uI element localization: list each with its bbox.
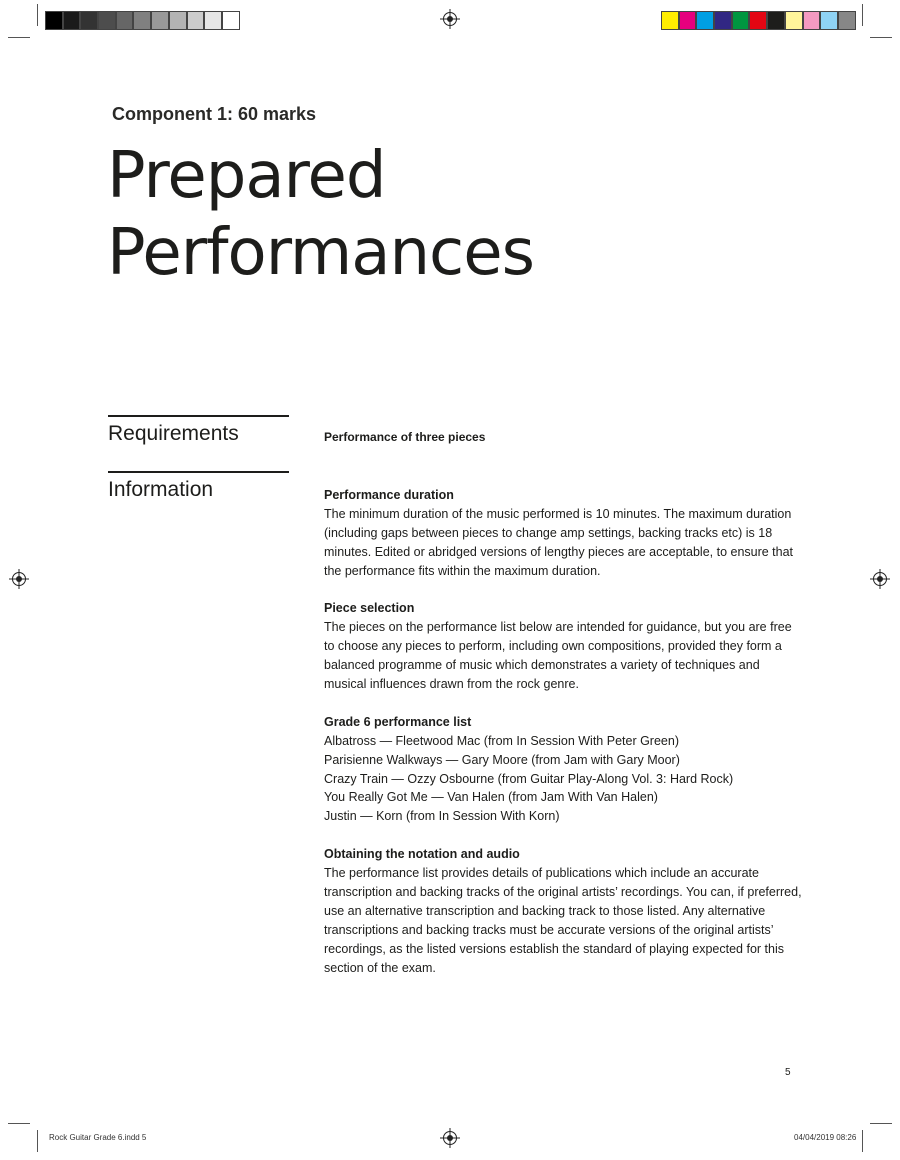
color-swatch <box>169 11 187 30</box>
color-swatch <box>204 11 222 30</box>
registration-mark-icon <box>443 12 457 26</box>
list-item: Justin — Korn (from In Session With Korn) <box>324 809 560 824</box>
color-swatch <box>838 11 856 30</box>
section-heading: Piece selection <box>324 601 415 616</box>
color-swatch <box>732 11 750 30</box>
section-paragraph: The performance list provides details of publications which include an accurate transcription and backing tracks of the original artists’ recordings. You can, if preferred, use an alternative transcription and backing track to those listed. Any alternative transcriptions and backing tracks must be accurate versions of the original artists’ recordings, as the listed versions establish the standard of playing expected for this section of the exam. <box>324 866 802 975</box>
color-swatch <box>63 11 81 30</box>
requirements-label: Requirements <box>108 422 239 445</box>
component-label: Component 1: 60 marks <box>112 104 317 124</box>
section-heading: Obtaining the notation and audio <box>324 847 520 862</box>
registration-mark-icon <box>873 572 887 586</box>
section-heading: Grade 6 performance list <box>324 714 472 729</box>
crop-mark <box>870 37 892 38</box>
color-swatch <box>222 11 240 30</box>
color-swatch <box>80 11 98 30</box>
notation-section <box>324 845 804 977</box>
color-swatch <box>116 11 134 30</box>
color-swatch <box>133 11 151 30</box>
duration-section <box>324 486 804 581</box>
slug-filename: Rock Guitar Grade 6.indd 5 <box>49 1133 147 1142</box>
section-paragraph: The minimum duration of the music performed is 10 minutes. The maximum duration (including gaps between pieces to change amp settings, backing tracks etc) is 18 minutes. Edited or abridged versions of lengthy pieces are acceptable, to ensure that the performance fits within the maximum duration. <box>324 506 794 578</box>
section-divider <box>108 415 289 417</box>
color-swatch <box>803 11 821 30</box>
color-swatch <box>785 11 803 30</box>
page-title-line: Prepared <box>107 139 386 213</box>
color-swatch <box>45 11 63 30</box>
section-heading: Performance duration <box>324 488 454 502</box>
section-paragraph: The pieces on the performance list below are intended for guidance, but you are free to choose any pieces to perform, including own compositions, provided they form a balanced programme of music which demonstrates a variety of techniques and musical influences drawn from the rock genre. <box>324 620 792 692</box>
list-item: Parisienne Walkways — Gary Moore (from Jam with Gary Moor) <box>324 752 680 767</box>
crop-mark <box>862 1130 863 1152</box>
color-swatch <box>98 11 116 30</box>
crop-mark <box>8 1123 30 1124</box>
crop-mark <box>8 37 30 38</box>
requirements-text: Performance of three pieces <box>324 430 486 444</box>
registration-mark-icon <box>443 1131 457 1145</box>
information-label: Information <box>108 478 214 501</box>
process-color-bar <box>661 11 856 30</box>
information-body <box>324 486 804 996</box>
crop-mark <box>37 4 38 26</box>
color-swatch <box>151 11 169 30</box>
performance-list-section <box>324 713 804 826</box>
selection-section <box>324 599 804 694</box>
color-swatch <box>714 11 732 30</box>
color-swatch <box>767 11 785 30</box>
color-swatch <box>696 11 714 30</box>
registration-mark-icon <box>12 572 26 586</box>
slug-timestamp: 04/04/2019 08:26 <box>794 1133 857 1142</box>
color-swatch <box>187 11 205 30</box>
list-item: Crazy Train — Ozzy Osbourne (from Guitar Play-Along Vol. 3: Hard Rock) <box>324 771 734 786</box>
crop-mark <box>870 1123 892 1124</box>
page-title <box>107 138 534 292</box>
list-item: Albatross — Fleetwood Mac (from In Session With Peter Green) <box>324 733 679 748</box>
color-swatch <box>749 11 767 30</box>
crop-mark <box>37 1130 38 1152</box>
color-swatch <box>820 11 838 30</box>
list-item: You Really Got Me — Van Halen (from Jam With Van Halen) <box>324 790 658 805</box>
crop-mark <box>862 4 863 26</box>
page-number: 5 <box>785 1067 791 1078</box>
page-title-line: Performances <box>107 216 534 290</box>
color-swatch <box>679 11 697 30</box>
color-swatch <box>661 11 679 30</box>
grayscale-color-bar <box>45 11 240 30</box>
section-divider <box>108 471 289 473</box>
